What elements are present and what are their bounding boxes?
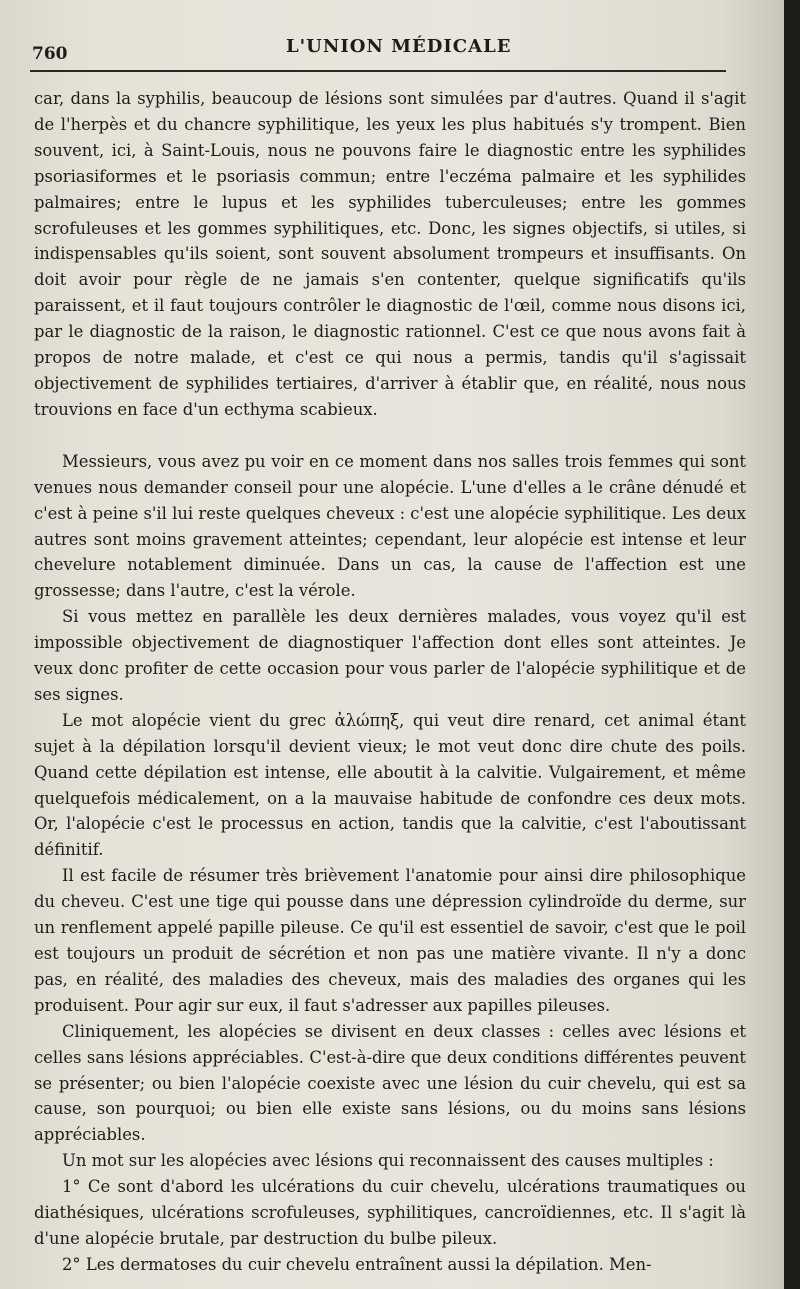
body-text <box>34 86 746 1278</box>
running-title: L'UNION MÉDICALE <box>286 36 512 57</box>
paragraph: Si vous mettez en parallèle les deux dernières malades, vous voyez qu'il est impossible objectivement de diagnostiquer l'affection dont elles sont atteintes. Je veux donc profiter de cette occasion pour vous parler de l'alopécie syphilitique et de ses signes. <box>34 607 746 704</box>
header-rule <box>30 70 726 72</box>
page-number: 760 <box>32 44 68 64</box>
paragraph: Il est facile de résumer très brièvement l'anatomie pour ainsi dire philosophique du cheveu. C'est une tige qui pousse dans une dépression cylindroïde du derme, sur un renflement appelé papille pileuse. Ce qu'il est essentiel de savoir, c'est que le poil est toujours un produit de sécrétion et non pas une matière vivante. Il n'y a donc pas, en réalité, des maladies des cheveux, mais des maladies des organes qui les produisent. Pour agir sur eux, il faut s'adresser aux papilles pileuses. <box>34 866 746 1015</box>
paragraph: Messieurs, vous avez pu voir en ce moment dans nos salles trois femmes qui sont venues nous demander conseil pour une alopécie. L'une d'elles a le crâne dénudé et c'est à peine s'il lui reste quelques cheveux : c'est une alopécie syphilitique. Les deux autres sont moins gravement atteintes; cependant, leur alopécie est intense et leur chevelure notablement diminuée. Dans un cas, la cause de l'affection est une grossesse; dans l'autre, c'est la vérole. <box>34 451 746 601</box>
paragraph: Un mot sur les alopécies avec lésions qui reconnaissent des causes multiples : <box>62 1151 714 1171</box>
paragraph: 2° Les dermatoses du cuir chevelu entraînent aussi la dépilation. Men- <box>62 1254 652 1274</box>
paragraph: car, dans la syphilis, beaucoup de lésions sont simulées par d'autres. Quand il s'agit de l'herpès et du chancre syphilitique, les yeux les plus habitués s'y trompent. Bien souvent, ici, à Saint-Louis, nous ne pouvons faire le diagnostic entre les syphilides psoriasiformes et le psoriasis commun; entre l'eczéma palmaire et les syphilides palmaires; entre le lupus et les syphilides tuberculeuses; entre les gommes scrofuleuses et les gommes syphilitiques, etc. Donc, les signes objectifs, si utiles, si indispensables qu'ils soient, sont souvent absolument trompeurs et insuffisants. On doit avoir pour règle de ne jamais s'en contenter, quelque significatifs qu'ils paraissent, et il faut toujours contrôler le diagnostic de l'œil, comme nous disons ici, par le diagnostic de la raison, le diagnostic rationnel. C'est ce que nous avons fait à propos de notre malade, et c'est ce qui nous a permis, tandis qu'il s'agissait objectivement de syphilides tertiaires, d'arriver à établir que, en réalité, nous nous trouvions en face d'un ecthyma scabieux. <box>34 89 746 419</box>
page-header <box>32 34 726 62</box>
paragraph: 1° Ce sont d'abord les ulcérations du cuir chevelu, ulcérations traumatiques ou diathésiques, ulcérations scrofuleuses, syphilitiques, cancroïdiennes, etc. Il s'agit là d'une alopécie brutale, par destruction du bulbe pileux. <box>34 1177 746 1248</box>
paragraph: Le mot alopécie vient du grec ἀλώπηξ, qui veut dire renard, cet animal étant sujet à la dépilation lorsqu'il devient vieux; le mot veut donc dire chute des poils. Quand cette dépilation est intense, elle aboutit à la calvitie. Vulgairement, et même quelquefois médicalement, on a la mauvaise habitude de confondre ces deux mots. Or, l'alopécie c'est le processus en action, tandis que la calvitie, c'est l'aboutissant définitif. <box>34 710 746 860</box>
paragraph: Cliniquement, les alopécies se divisent en deux classes : celles avec lésions et celles sans lésions appréciables. C'est-à-dire que deux conditions différentes peuvent se présenter; ou bien l'alopécie coexiste avec une lésion du cuir chevelu, qui est sa cause, son pourquoi; ou bien elle existe sans lésions, ou du moins sans lésions appréciables. <box>34 1021 746 1145</box>
